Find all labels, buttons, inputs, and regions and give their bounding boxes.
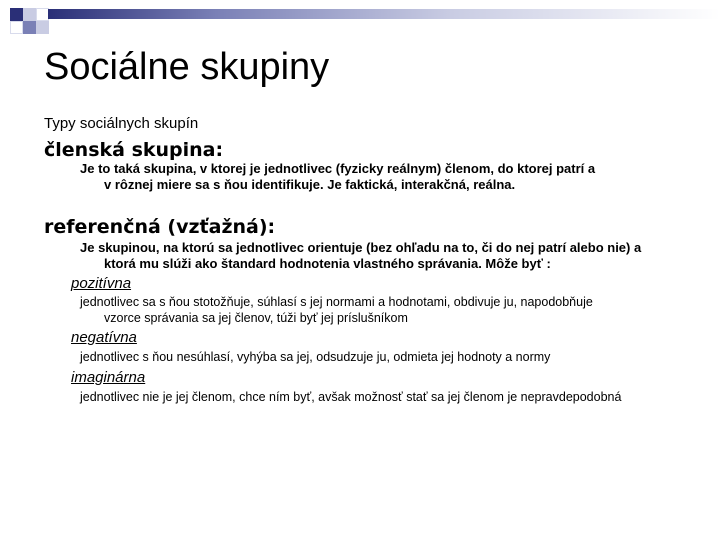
desc-line: jednotlivec nie je jej členom, chce ním byť, avšak možnosť stať sa jej členom je nepravdepodobná bbox=[80, 390, 622, 404]
deco-square bbox=[23, 21, 36, 34]
paragraph-line: v rôznej miere sa s ňou identifikuje. Je faktická, interakčná, reálna. bbox=[104, 177, 516, 192]
deco-square bbox=[10, 21, 23, 34]
desc-line: jednotlivec sa s ňou stotožňuje, súhlasí s jej normami a hodnotami, obdivuje ju, napodobňuje bbox=[80, 295, 593, 309]
deco-gradient-bar bbox=[48, 9, 720, 19]
paragraph-line: Je to taká skupina, v ktorej je jednotlivec (fyzicky reálnym) členom, do ktorej patrí a bbox=[80, 161, 596, 176]
header-decoration bbox=[0, 0, 720, 36]
desc-imaginarna bbox=[80, 389, 700, 405]
desc-line: jednotlivec s ňou nesúhlasí, vyhýba sa jej, odsudzuje ju, odmieta jej hodnoty a normy bbox=[80, 350, 551, 364]
paragraph-clenska bbox=[80, 161, 695, 193]
heading-clenska: členská skupina: bbox=[44, 139, 224, 161]
heading-referencna: referenčná (vzťažná): bbox=[44, 216, 276, 238]
term-negativna: negatívna bbox=[71, 329, 137, 346]
page-title: Sociálne skupiny bbox=[44, 46, 330, 88]
deco-square bbox=[10, 8, 23, 21]
desc-line: vzorce správania sa jej členov, túži byť jej príslušníkom bbox=[104, 311, 408, 325]
paragraph-referencna bbox=[80, 240, 695, 272]
desc-negativna bbox=[80, 349, 700, 365]
desc-pozitivna bbox=[80, 294, 700, 326]
term-pozitivna: pozitívna bbox=[71, 275, 132, 292]
page-subtitle: Typy sociálnych skupín bbox=[44, 115, 199, 132]
deco-square bbox=[36, 21, 49, 34]
paragraph-line: Je skupinou, na ktorú sa jednotlivec orientuje (bez ohľadu na to, či do nej patrí alebo nie) a bbox=[80, 240, 642, 255]
paragraph-line: ktorá mu slúži ako štandard hodnotenia vlastného správania. Môže byť : bbox=[104, 256, 551, 271]
deco-square bbox=[23, 8, 36, 21]
term-imaginarna: imaginárna bbox=[71, 369, 146, 386]
